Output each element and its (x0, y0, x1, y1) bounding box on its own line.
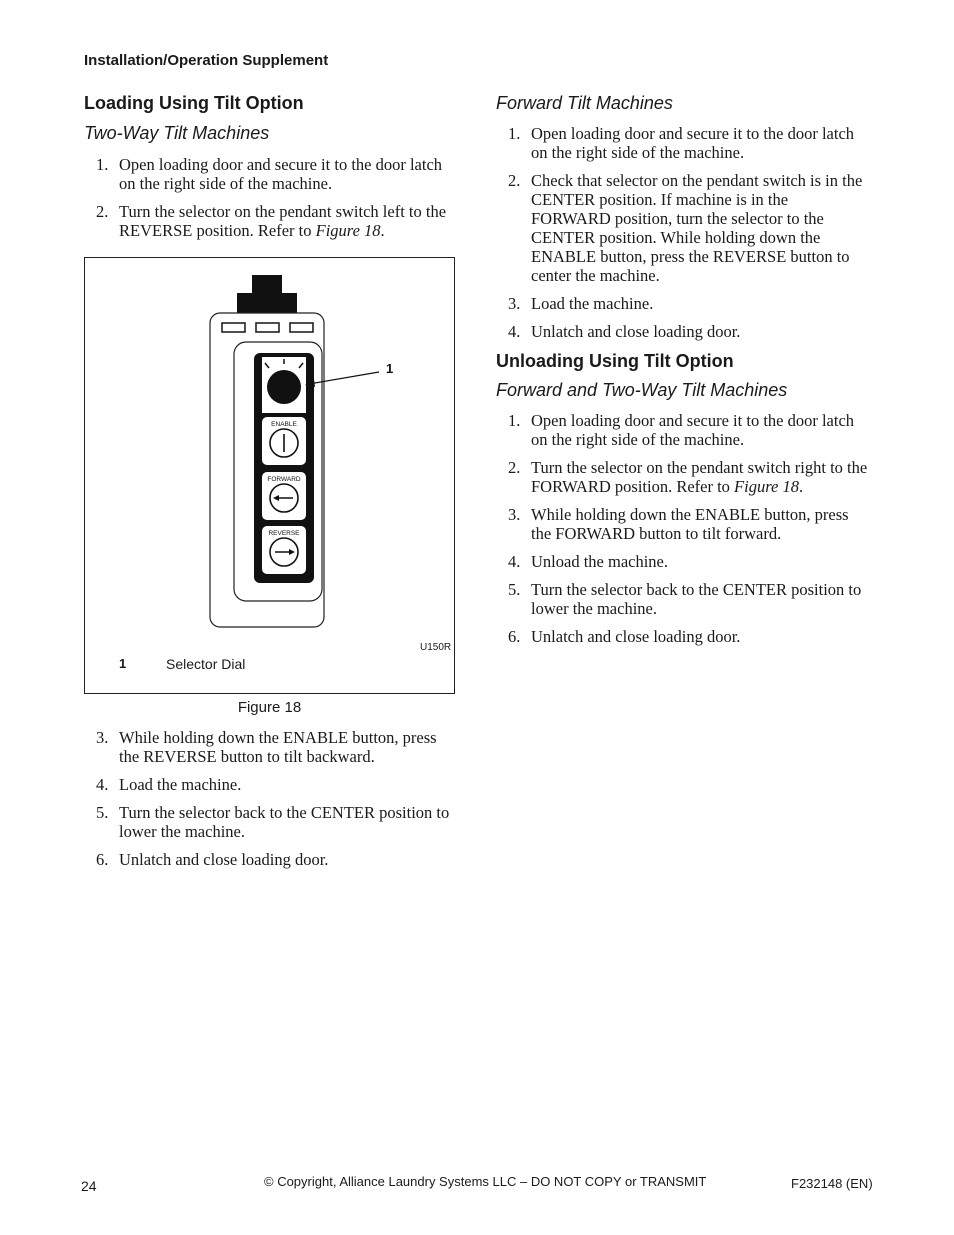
step-number: 1. (508, 411, 521, 430)
step-number: 6. (96, 850, 109, 869)
list-item (496, 124, 868, 162)
legend-text: Selector Dial (166, 656, 246, 672)
callout-number: 1 (386, 361, 394, 376)
step-text: Unlatch and close loading door. (531, 322, 741, 341)
step-text: While holding down the ENABLE button, press the REVERSE button to tilt backward. (119, 728, 437, 766)
step-number: 4. (508, 322, 521, 341)
figure-18-box (84, 257, 455, 694)
list-item (84, 202, 456, 240)
step-number: 6. (508, 627, 521, 646)
step-text: Load the machine. (119, 775, 242, 794)
step-text: Open loading door and secure it to the door latch on the right side of the machine. (119, 155, 443, 193)
list-item (496, 552, 868, 571)
step-text: Open loading door and secure it to the door latch on the right side of the machine. (531, 411, 855, 449)
step-number: 5. (96, 803, 109, 822)
reverse-button-label: REVERSE (268, 530, 300, 537)
vent-slot (290, 323, 313, 332)
list-item (84, 728, 456, 766)
figure-reference-link[interactable]: Figure 18 (315, 221, 381, 240)
step-text-end: . (380, 221, 385, 240)
list-item (496, 171, 868, 285)
step-list-loading-a (84, 155, 456, 240)
list-item (496, 294, 868, 313)
step-number: 1. (96, 155, 109, 174)
left-column-top (84, 93, 456, 240)
step-number: 3. (96, 728, 109, 747)
subsection-title-two-way: Two-Way Tilt Machines (84, 123, 270, 143)
step-list-unloading (496, 411, 868, 646)
enable-button-label: ENABLE (271, 421, 297, 428)
step-text: Turn the selector back to the CENTER position to lower the machine. (531, 580, 862, 618)
cable-connector-top (252, 275, 282, 295)
vent-slot (256, 323, 279, 332)
figure-reference-link[interactable]: Figure 18 (734, 477, 799, 496)
section-title-loading: Loading Using Tilt Option (84, 93, 304, 113)
step-text: Unload the machine. (531, 552, 668, 571)
step-number: 2. (96, 202, 109, 221)
list-item (496, 411, 868, 449)
cable-connector-base (237, 293, 297, 313)
list-item (496, 458, 868, 496)
figure-caption: Figure 18 (237, 699, 302, 716)
step-number: 2. (508, 458, 521, 477)
list-item (84, 775, 456, 794)
left-column-bottom (84, 728, 456, 869)
section-title-unloading: Unloading Using Tilt Option (496, 351, 734, 371)
subsection-title-forward-two-way: Forward and Two-Way Tilt Machines (496, 380, 788, 400)
pendant-switch-illustration (85, 258, 454, 693)
list-item (84, 850, 456, 869)
step-number: 1. (508, 124, 521, 143)
step-text: Turn the selector back to the CENTER position to lower the machine. (119, 803, 450, 841)
subsection-title-forward: Forward Tilt Machines (496, 93, 673, 113)
step-number: 2. (508, 171, 521, 190)
legend-number: 1 (119, 656, 127, 671)
vent-slot (222, 323, 245, 332)
page-number: 24 (81, 1178, 97, 1194)
list-item (496, 322, 868, 341)
list-item (84, 155, 456, 193)
step-number: 4. (96, 775, 109, 794)
step-text: Turn the selector on the pendant switch left to the REVERSE position. Refer to (119, 202, 447, 240)
step-text: Unlatch and close loading door. (531, 627, 741, 646)
step-number: 4. (508, 552, 521, 571)
step-text: Turn the selector on the pendant switch right to the FORWARD position. Refer to (531, 458, 868, 496)
running-header: Installation/Operation Supplement (84, 52, 329, 69)
step-text: Check that selector on the pendant switch is in the CENTER position. If machine is in the FORWARD position, turn the selector to the CENTER position. While holding down the ENABLE button, press the REVERSE button to center the machine. (531, 171, 863, 285)
selector-dial[interactable] (267, 370, 301, 404)
forward-button-label: FORWARD (267, 476, 301, 483)
copyright-notice: © Copyright, Alliance Laundry Systems LLC – DO NOT COPY or TRANSMIT (264, 1174, 707, 1189)
step-text: Unlatch and close loading door. (119, 850, 329, 869)
step-number: 3. (508, 505, 521, 524)
document-code: F232148 (EN) (791, 1176, 873, 1191)
right-column (496, 93, 868, 646)
list-item (496, 580, 868, 618)
step-list-forward (496, 124, 868, 341)
step-text-end: . (798, 477, 804, 496)
step-text: Open loading door and secure it to the door latch on the right side of the machine. (531, 124, 855, 162)
list-item (496, 627, 868, 646)
step-number: 3. (508, 294, 521, 313)
step-number: 5. (508, 580, 521, 599)
list-item (496, 505, 868, 543)
image-code: U150R (420, 642, 452, 653)
list-item (84, 803, 456, 841)
step-text: While holding down the ENABLE button, press the FORWARD button to tilt forward. (531, 505, 849, 543)
step-list-loading-b (84, 728, 456, 869)
step-text: Load the machine. (531, 294, 654, 313)
